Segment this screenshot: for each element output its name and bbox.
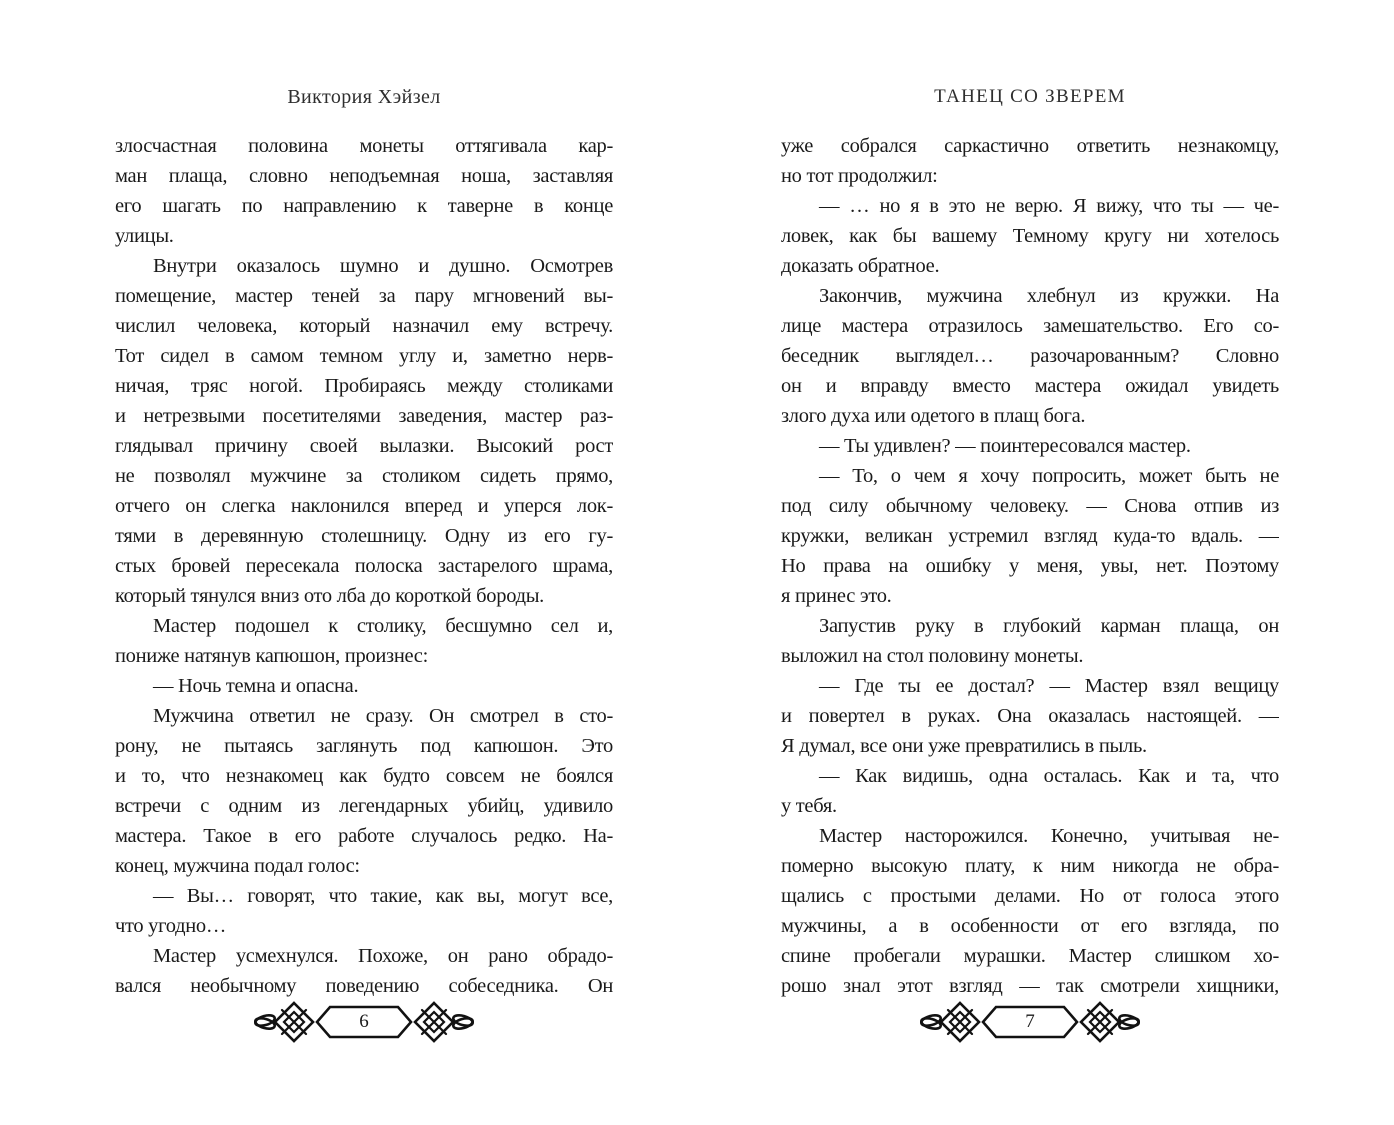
text-line: отчего он слегка наклонился вперед и уперся лок- [115,495,613,517]
text-line: Тот сидел в самом темном углу и, заметно нерв- [115,345,613,367]
text-line: под силу обычному человеку. — Снова отпив из [781,495,1279,517]
paragraph [781,191,1279,281]
text-line: Но права на ошибку у меня, увы, нет. Поэтому [781,555,1279,577]
paragraph [115,881,613,941]
text-line: Внутри оказалось шумно и душно. Осмотрев [153,255,613,277]
text-column-left [115,131,613,1001]
text-line: Закончив, мужчина хлебнул из кружки. На [819,285,1279,307]
text-line: померно высокую плату, к ним никогда не обра- [781,855,1279,877]
text-line: рошо знал этот взгляд — так смотрели хищники, [781,975,1279,997]
text-line: мужчины, а в особенности от его взгляда, по [781,915,1279,937]
paragraph [781,461,1279,611]
paragraph [115,941,613,1001]
text-line: доказать обратное. [781,255,940,277]
text-line: помещение, мастер теней за пару мгновений вы- [115,285,613,307]
text-line: не позволял мужчине за столиком сидеть прямо, [115,465,613,487]
text-line: кружки, великан устремил взгляд куда-то вдаль. — [781,525,1279,547]
paragraph [781,611,1279,671]
paragraph [115,671,613,701]
text-line: вался необычному поведению собеседника. Он [115,975,613,997]
text-line: он и вправду вместо мастера ожидал увидеть [781,375,1279,397]
text-line: — Где ты ее достал? — Мастер взял вещицу [819,675,1279,697]
paragraph [781,671,1279,761]
paragraph [115,251,613,611]
text-line: ловек, как бы вашему Темному кругу ни хотелось [781,225,1279,247]
text-line: который тянулся вниз ото лба до короткой бороды. [115,585,544,607]
running-header-author: Виктория Хэйзел [287,86,441,108]
paragraph [781,281,1279,431]
text-line: стых бровей пересекала полоска застарелого шрама, [115,555,613,577]
paragraph [781,431,1279,461]
text-line: уже собрался саркастично ответить незнакомцу, [781,135,1279,157]
paragraph [781,131,1279,191]
text-line: Мастер насторожился. Конечно, учитывая не- [819,825,1279,847]
paragraph [781,761,1279,821]
text-line: у тебя. [781,795,837,817]
text-line: тями в деревянную столешницу. Одну из его гу- [115,525,613,547]
text-line: пониже натянув капюшон, произнес: [115,645,428,667]
text-line: — Ты удивлен? — поинтересовался мастер. [819,435,1191,457]
text-line: Мужчина ответил не сразу. Он смотрел в сто- [153,705,613,727]
text-line: выложил на стол половину монеты. [781,645,1084,667]
text-line: беседник выглядел… разочарованным? Словно [781,345,1279,367]
page-right [781,0,1279,1125]
page-number: 6 [359,1011,369,1032]
text-line: его шагать по направлению к таверне в конце [115,195,613,217]
page-number-ornament [920,1000,1140,1044]
text-line: щались с простыми делами. Но от голоса этого [781,885,1279,907]
text-line: и то, что незнакомец как будто совсем не боялся [115,765,613,787]
text-line: улицы. [115,225,174,247]
text-line: числил человека, который назначил ему встречу. [115,315,613,337]
text-line: — То, о чем я хочу попросить, может быть не [819,465,1279,487]
paragraph [115,701,613,881]
text-line: что угодно… [115,915,227,937]
text-line: мастера. Такое в его работе случалось редко. На- [115,825,613,847]
text-line: но тот продолжил: [781,165,938,187]
text-line: лице мастера отразилось замешательство. Его со- [781,315,1279,337]
text-line: злого духа или одетого в плащ бога. [781,405,1086,427]
text-line: спине пробегали мурашки. Мастер слишком хо- [781,945,1279,967]
text-line: ничая, тряс ногой. Пробираясь между столиками [115,375,613,397]
text-line: встречи с одним из легендарных убийц, удивило [115,795,613,817]
text-line: глядывал причину своей вылазки. Высокий рост [115,435,613,457]
page-left [115,0,613,1125]
paragraph [781,821,1279,1001]
text-line: — Как видишь, одна осталась. Как и та, что [819,765,1279,787]
text-line: рону, не пытаясь заглянуть под капюшон. Это [115,735,613,757]
running-header-title: ТАНЕЦ СО ЗВЕРЕМ [934,86,1126,107]
text-line: Мастер подошел к столику, бесшумно сел и, [153,615,613,637]
text-line: и повертел в руках. Она оказалась настоящей. — [781,705,1279,727]
text-line: Запустив руку в глубокий карман плаща, он [819,615,1279,637]
text-line: Мастер усмехнулся. Похоже, он рано обрадо- [153,945,613,967]
paragraph [115,131,613,251]
text-line: и нетрезвыми посетителями заведения, мастер раз- [115,405,613,427]
text-line: ман плаща, словно неподъемная ноша, заставляя [115,165,613,187]
text-line: — Вы… говорят, что такие, как вы, могут все, [153,885,613,907]
text-line: конец, мужчина подал голос: [115,855,360,877]
text-line: — Ночь темна и опасна. [153,675,359,697]
page-number-ornament [254,1000,474,1044]
text-line: — … но я в это не верю. Я вижу, что ты — че- [819,195,1279,217]
page-number: 7 [1025,1011,1035,1032]
text-line: я принес это. [781,585,892,607]
text-line: Я думал, все они уже превратились в пыль. [781,735,1147,757]
paragraph [115,611,613,671]
text-line: злосчастная половина монеты оттягивала кар- [115,135,613,157]
text-column-right [781,131,1279,1001]
